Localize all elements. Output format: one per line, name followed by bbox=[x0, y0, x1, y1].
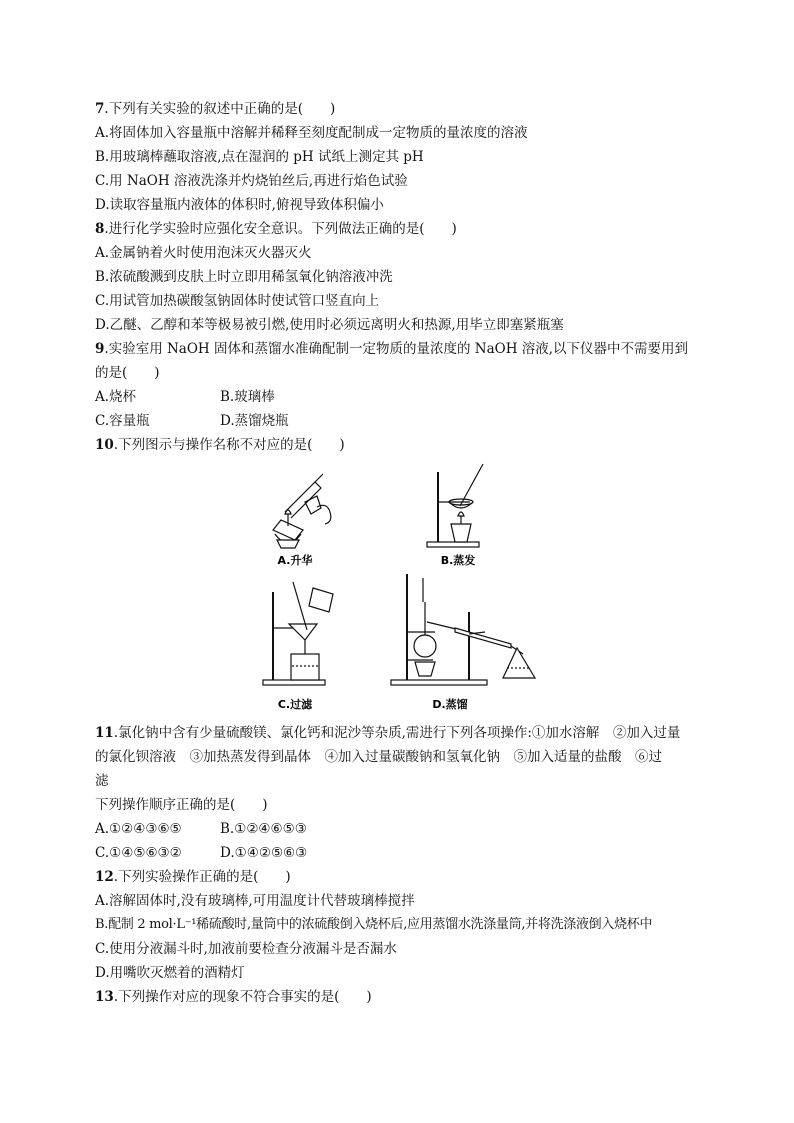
q11-options-row-1 bbox=[95, 820, 495, 838]
q7-option-a: A.将固体加入容量瓶中溶解并稀释至刻度配制成一定物质的量浓度的溶液 bbox=[95, 125, 528, 141]
q8-stem: 8.进行化学实验时应强化安全意识。下列做法正确的是( ) bbox=[95, 221, 457, 237]
q9-options-row-1 bbox=[95, 388, 495, 406]
q12-option-a: A.溶解固体时,没有玻璃棒,可用温度计代替玻璃棒搅拌 bbox=[95, 893, 415, 909]
q7-number: 7 bbox=[95, 101, 105, 117]
q11-number: 11 bbox=[95, 725, 114, 741]
apparatus-figure bbox=[255, 462, 545, 717]
q11-option-c: C.①④⑤⑥③② bbox=[95, 845, 182, 861]
caption-a: A.升华 bbox=[277, 554, 313, 567]
q9-options-row-2 bbox=[95, 412, 495, 430]
q7-option-b: B.用玻璃棒蘸取溶液,点在湿润的 pH 试纸上测定其 pH bbox=[95, 149, 424, 165]
q11-option-b: B.①②④⑥⑤③ bbox=[220, 821, 307, 837]
distillation-apparatus bbox=[391, 574, 535, 685]
caption-c: C.过滤 bbox=[277, 698, 313, 711]
q8-option-c: C.用试管加热碳酸氢钠固体时使试管口竖直向上 bbox=[95, 293, 380, 309]
q7-option-c: C.用 NaOH 溶液洗涤并灼烧铂丝后,再进行焰色试验 bbox=[95, 173, 408, 189]
q13-number: 13 bbox=[95, 989, 114, 1005]
q12-option-b: B.配制 2 mol·L⁻¹稀硫酸时,量筒中的浓硫酸倒入烧杯后,应用蒸馏水洗涤量筒,并将洗涤液倒入烧杯中 bbox=[95, 917, 653, 932]
sublimation-apparatus bbox=[273, 474, 331, 548]
q8-option-b: B.浓硫酸溅到皮肤上时立即用稀氢氧化钠溶液冲洗 bbox=[95, 269, 393, 285]
q9-stem: 9.实验室用 NaOH 固体和蒸馏水准确配制一定物质的量浓度的 NaOH 溶液,以下仪器中不需要用到 bbox=[95, 341, 689, 357]
q11-stem: 11.氯化钠中含有少量硫酸镁、氯化钙和泥沙等杂质,需进行下列各项操作:①加水溶解 ②加入过量 bbox=[95, 725, 681, 741]
q10-stem: 10.下列图示与操作名称不对应的是( ) bbox=[95, 437, 345, 453]
q7-stem: 7.下列有关实验的叙述中正确的是( ) bbox=[95, 101, 336, 117]
evaporation-apparatus bbox=[427, 464, 483, 547]
q12-option-d: D.用嘴吹灭燃着的酒精灯 bbox=[95, 965, 245, 981]
caption-b: B.蒸发 bbox=[440, 554, 476, 567]
q9-option-a: A.烧杯 bbox=[95, 389, 137, 405]
q11-option-a: A.①②④③⑥⑤ bbox=[95, 821, 182, 837]
caption-d: D.蒸馏 bbox=[432, 698, 468, 711]
q9-number: 9 bbox=[95, 341, 105, 357]
q7-option-d: D.读取容量瓶内液体的体积时,俯视导致体积偏小 bbox=[95, 197, 384, 213]
filtration-apparatus bbox=[263, 582, 333, 685]
q8-option-d: D.乙醚、乙醇和苯等极易被引燃,使用时必须远离明火和热源,用毕立即塞紧瓶塞 bbox=[95, 317, 564, 333]
q8-option-a: A.金属钠着火时使用泡沫灭火器灭火 bbox=[95, 245, 312, 261]
q12-option-c: C.使用分液漏斗时,加液前要检查分液漏斗是否漏水 bbox=[95, 941, 397, 957]
q12-stem: 12.下列实验操作正确的是( ) bbox=[95, 869, 291, 885]
q11-options-row-2 bbox=[95, 844, 495, 862]
q11-stem-continued: 的氯化钡溶液 ③加热蒸发得到晶体 ④加入过量碳酸钠和氢氧化钠 ⑤加入适量的盐酸 ⑥过 bbox=[95, 749, 662, 765]
q8-number: 8 bbox=[95, 221, 105, 237]
q13-stem: 13.下列操作对应的现象不符合事实的是( ) bbox=[95, 989, 372, 1005]
q11-option-d: D.①④②⑤⑥③ bbox=[220, 845, 308, 861]
q9-option-b: B.玻璃棒 bbox=[220, 389, 275, 405]
q11-stem-end: 滤 bbox=[95, 773, 109, 789]
q11-question: 下列操作顺序正确的是( ) bbox=[95, 797, 268, 813]
q9-option-d: D.蒸馏烧瓶 bbox=[220, 413, 289, 429]
q12-number: 12 bbox=[95, 869, 114, 885]
q9-option-c: C.容量瓶 bbox=[95, 413, 150, 429]
q9-stem-continued: 的是( ) bbox=[95, 365, 160, 381]
q10-number: 10 bbox=[95, 437, 114, 453]
